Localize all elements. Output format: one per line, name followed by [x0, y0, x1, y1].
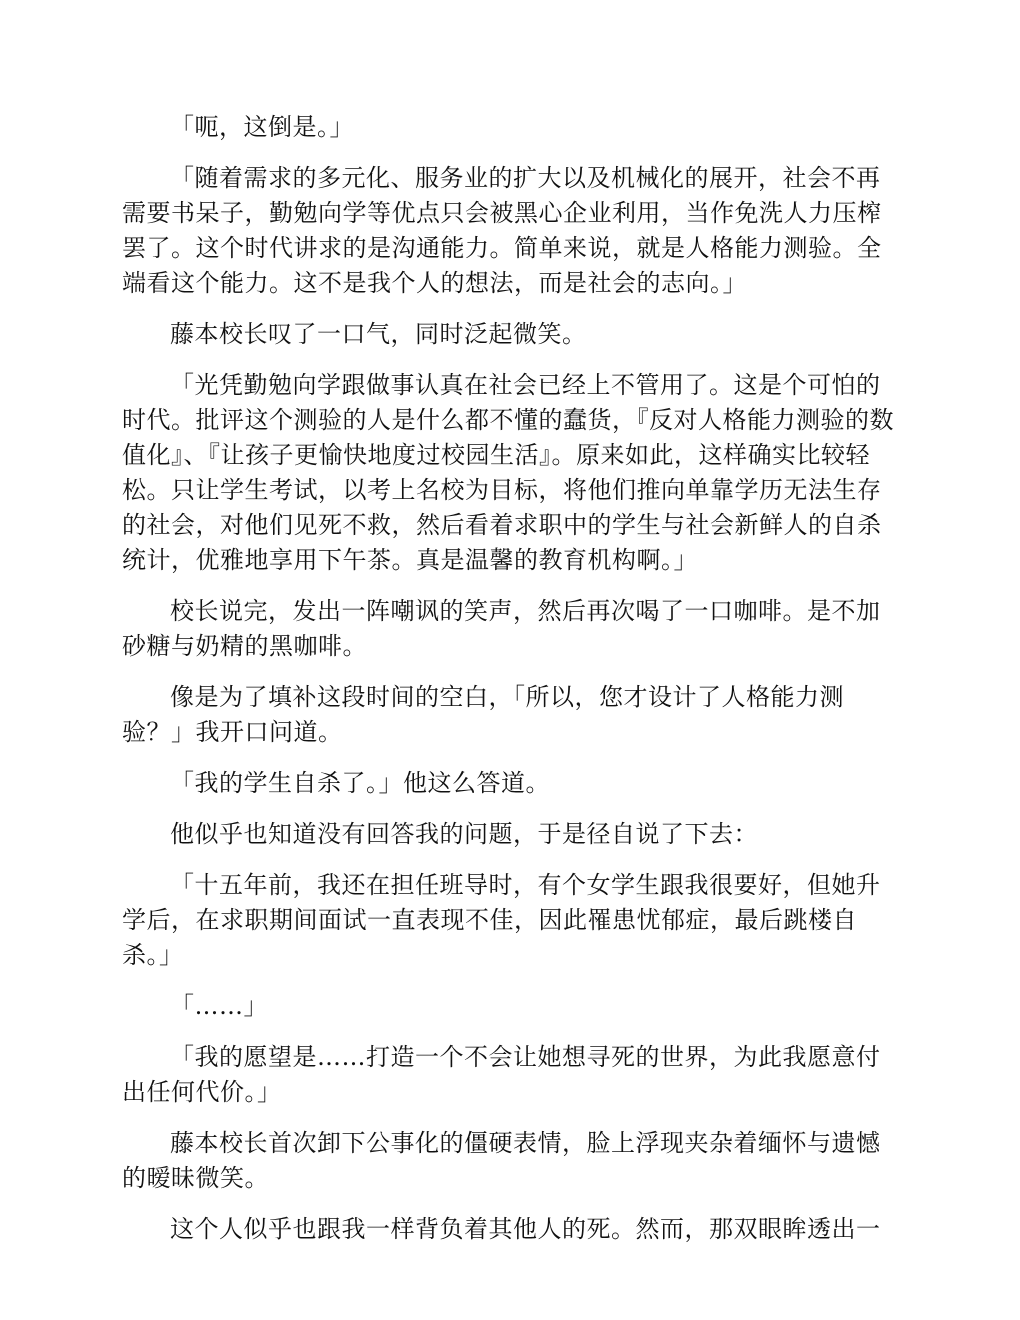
- paragraph: 他似乎也知道没有回答我的问题，于是径自说了下去：: [170, 820, 758, 848]
- paragraph: 藤本校长首次卸下公事化的僵硬表情，脸上浮现夹杂着缅怀与遗憾的暧昧微笑。: [122, 1129, 881, 1192]
- paragraph: 像是为了填补这段时间的空白，「所以，您才设计了人格能力测验？」我开口问道。: [122, 683, 844, 746]
- paragraph: 「我的愿望是……打造一个不会让她想寻死的世界，为此我愿意付出任何代价。」: [122, 1043, 881, 1106]
- paragraph: 「光凭勤勉向学跟做事认真在社会已经上不管用了。这是个可怕的时代。批评这个测验的人是什么都不懂的蠢货，『反对人格能力测验的数值化』、『让孩子更愉快地度过校园生活』。原来如此，这样确实比较轻松。只让学生考试，以考上名校为目标，将他们推向单靠学历无法生存的社会，对他们见死不救，然后看着求职中的学生与社会新鲜人的自杀统计，优雅地享用下午茶。真是温馨的教育机构啊。」: [122, 371, 894, 574]
- paragraph: 藤本校长叹了一口气，同时泛起微笑。: [170, 320, 587, 348]
- paragraph: 校长说完，发出一阵嘲讽的笑声，然后再次喝了一口咖啡。是不加砂糖与奶精的黑咖啡。: [122, 597, 881, 660]
- paragraph: 「呃，这倒是。」: [170, 113, 354, 141]
- paragraph: 「我的学生自杀了。」他这么答道。: [170, 769, 550, 797]
- paragraph: 「随着需求的多元化、服务业的扩大以及机械化的展开，社会不再需要书呆子，勤勉向学等优点只会被黑心企业利用，当作免洗人力压榨罢了。这个时代讲求的是沟通能力。简单来说，就是人格能力测验。全端看这个能力。这不是我个人的想法，而是社会的志向。」: [122, 164, 882, 297]
- paragraph: 「……」: [170, 992, 268, 1020]
- body-text: [122, 110, 902, 1263]
- paragraph: 「十五年前，我还在担任班导时，有个女学生跟我很要好，但她升学后，在求职期间面试一直表现不佳，因此罹患忧郁症，最后跳楼自杀。」: [122, 871, 881, 969]
- paragraph: 这个人似乎也跟我一样背负着其他人的死。然而，那双眼眸透出一: [170, 1215, 881, 1243]
